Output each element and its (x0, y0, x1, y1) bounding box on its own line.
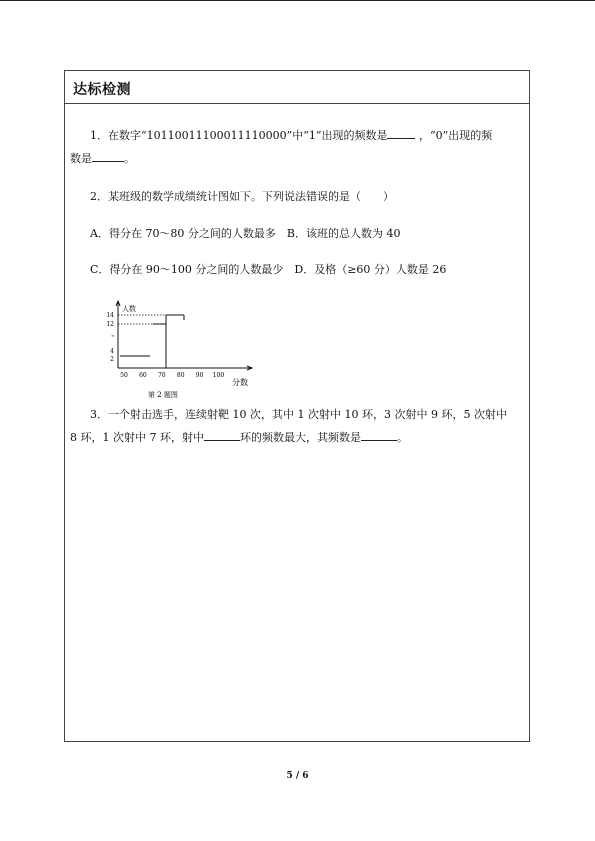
answer-blank-3[interactable] (204, 428, 240, 441)
question-2-options-ab: A．得分在 70～80 分之间的人数最多 B．该班的总人数为 40 (90, 227, 401, 240)
figure-score-chart (102, 300, 262, 400)
x-tick-label: 70 (157, 372, 166, 379)
question-1-line-2: 数是 。 (70, 147, 135, 171)
x-tick-label: 90 (195, 372, 204, 379)
question-2-stem: 2．某班级的数学成绩统计图如下。下列说法错误的是（ ） (90, 190, 394, 203)
y-tick-label: 12 (106, 321, 114, 328)
answer-blank-2[interactable] (92, 149, 124, 162)
x-tick-label: 100 (212, 372, 225, 379)
x-axis-label: 分数 (232, 378, 248, 387)
x-tick-label: 60 (139, 372, 147, 379)
y-tick-label: 2 (110, 356, 114, 363)
question-2-options-cd: C．得分在 90～100 分之间的人数最少 D．及格（≥60 分）人数是 26 (90, 263, 447, 276)
answer-blank-1[interactable] (387, 126, 415, 139)
y-tick-label: 4 (110, 348, 114, 355)
question-1-line-1: 1．在数字“10110011100011110000”中“1”出现的频数是 ，“0”出现的频 (90, 124, 492, 148)
section-title: 达标检测 (73, 82, 131, 98)
section-header (65, 71, 529, 104)
question-3-line-2: 8 环，1 次射中 7 环，射中 环的频数最大，其频数是 。 (70, 426, 408, 450)
figure-caption: 第 2 题图 (148, 391, 178, 399)
x-tick-label: 50 (120, 372, 128, 379)
chart-svg (102, 300, 262, 400)
top-rule (0, 0, 595, 1)
y-tick-label: 14 (106, 312, 114, 319)
x-tick-label: 80 (176, 372, 185, 379)
answer-blank-4[interactable] (361, 428, 397, 441)
question-3-line-1: 3．一个射击选手，连续射靶 10 次，其中 1 次射中 10 环，3 次射中 9 环，5 次射中 (90, 408, 507, 421)
y-tick-label: " (111, 335, 114, 342)
y-axis-label: 人数 (122, 305, 136, 313)
page-number: 5 / 6 (286, 771, 309, 781)
